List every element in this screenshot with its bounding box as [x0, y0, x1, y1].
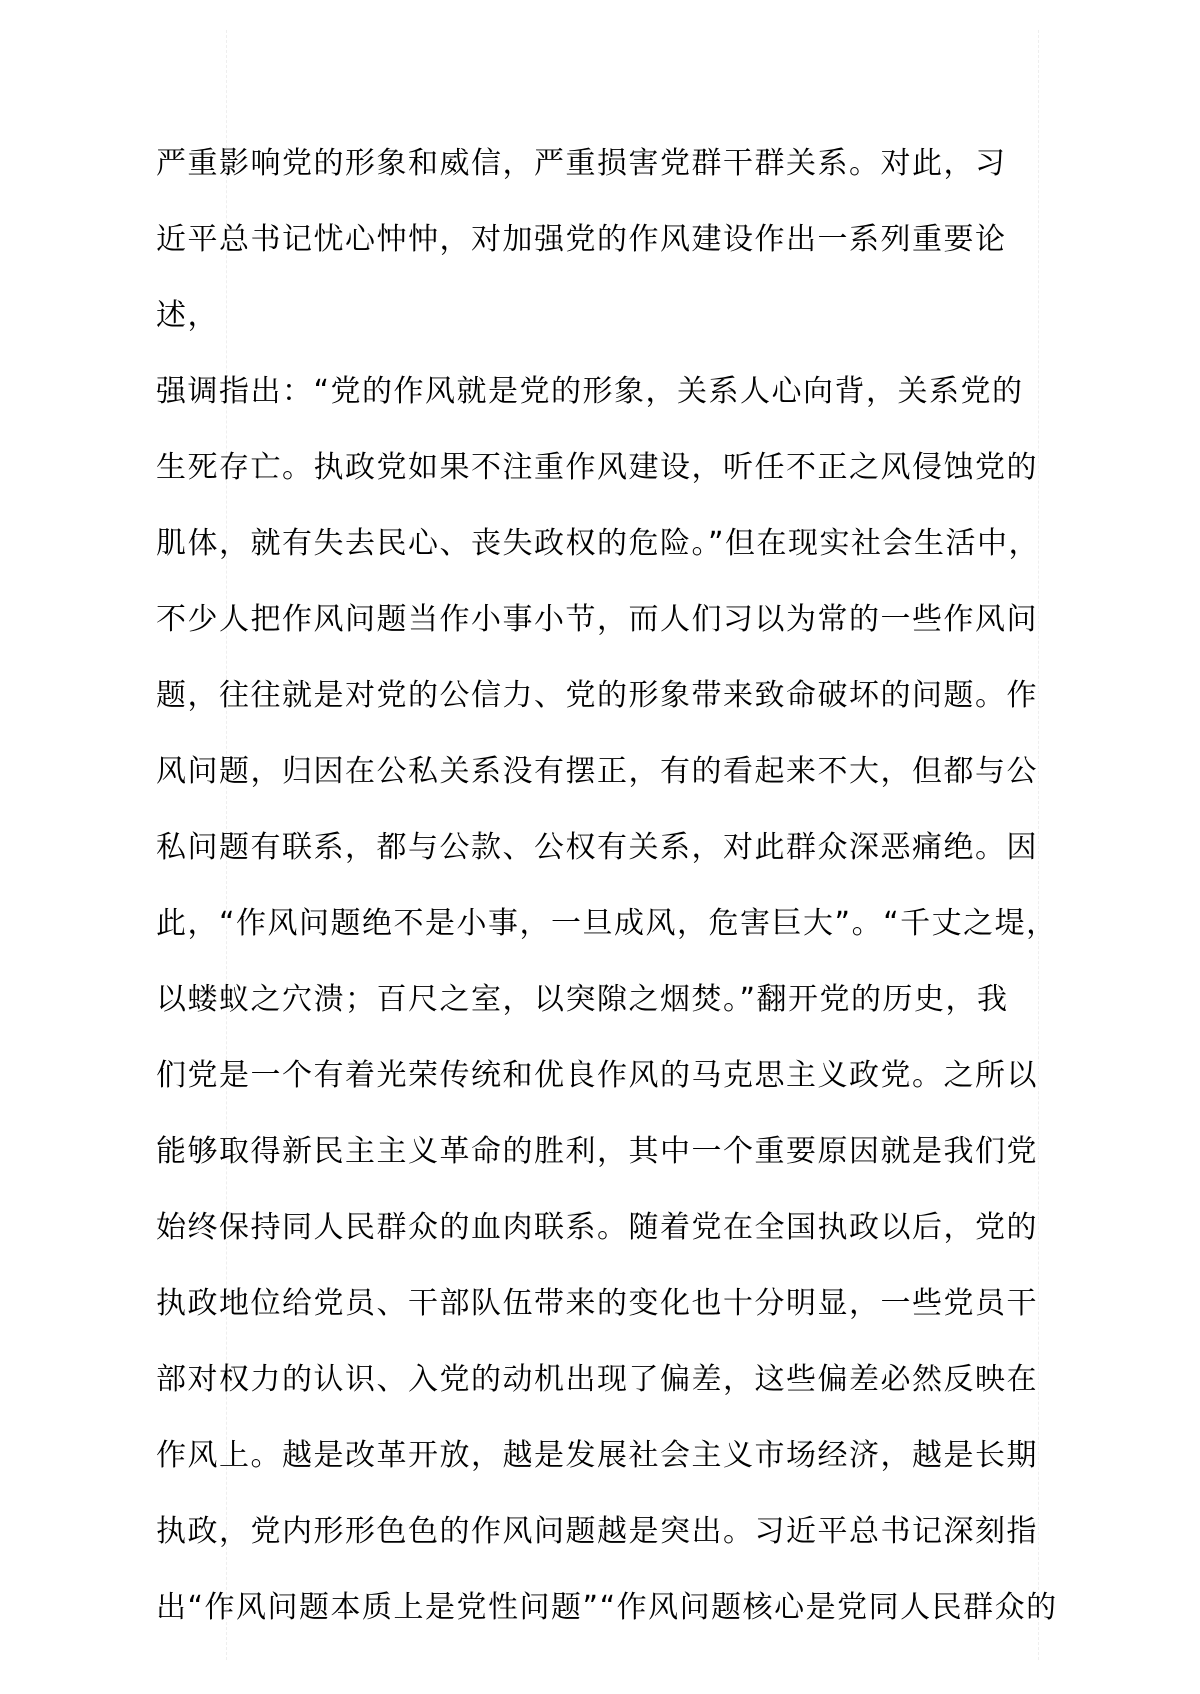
text-line: 不少人把作风问题当作小事小节，而人们习以为常的一些作风问 — [156, 602, 1038, 637]
text-line: 执政地位给党员、干部队伍带来的变化也十分明显，一些党员干 — [156, 1286, 1038, 1321]
text-line: 以蝼蚁之穴溃；百尺之室，以突隙之烟焚。”翻开党的历史，我 — [156, 982, 1009, 1017]
text-line: 此，“作风问题绝不是小事，一旦成风，危害巨大”。“千丈之堤， — [156, 906, 1058, 941]
text-line: 述， — [156, 298, 219, 333]
text-line: 近平总书记忧心忡忡，对加强党的作风建设作出一系列重要论 — [156, 222, 1007, 257]
text-line: 能够取得新民主主义革命的胜利，其中一个重要原因就是我们党 — [156, 1134, 1038, 1169]
text-line: 出“作风问题本质上是党性问题”“作风问题核心是党同人民群众的 — [156, 1590, 1058, 1625]
text-line: 肌体，就有失去民心、丧失政权的危险。”但在现实社会生活中， — [156, 526, 1041, 561]
text-line: 们党是一个有着光荣传统和优良作风的马克思主义政党。之所以 — [156, 1058, 1038, 1093]
text-line: 生死存亡。执政党如果不注重作风建设，听任不正之风侵蚀党的 — [156, 450, 1038, 485]
text-line: 始终保持同人民群众的血肉联系。随着党在全国执政以后，党的 — [156, 1210, 1038, 1245]
text-line: 严重影响党的形象和威信，严重损害党群干群关系。对此，习 — [156, 146, 1007, 181]
text-line: 强调指出：“党的作风就是党的形象，关系人心向背，关系党的 — [156, 374, 1024, 409]
text-line: 风问题，归因在公私关系没有摆正，有的看起来不大，但都与公 — [156, 754, 1038, 789]
text-line: 题，往往就是对党的公信力、党的形象带来致命破坏的问题。作 — [156, 678, 1038, 713]
text-line: 部对权力的认识、入党的动机出现了偏差，这些偏差必然反映在 — [156, 1362, 1038, 1397]
text-line: 作风上。越是改革开放，越是发展社会主义市场经济，越是长期 — [156, 1438, 1038, 1473]
text-line: 执政，党内形形色色的作风问题越是突出。习近平总书记深刻指 — [156, 1514, 1038, 1549]
text-line: 私问题有联系，都与公款、公权有关系，对此群众深恶痛绝。因 — [156, 830, 1038, 865]
document-body — [156, 140, 1096, 1660]
